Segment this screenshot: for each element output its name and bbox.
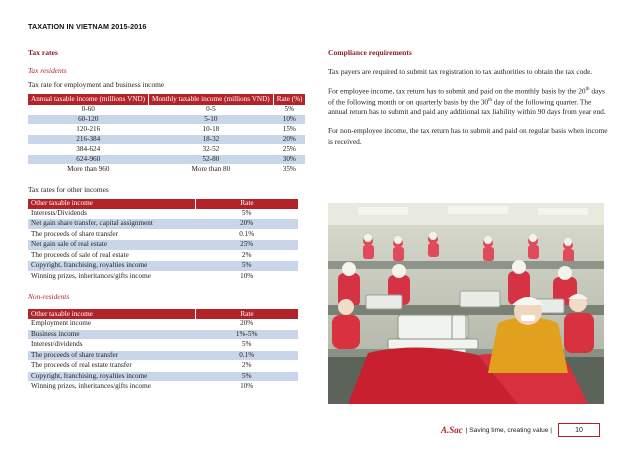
non-residents-label: Non-residents xyxy=(28,292,70,302)
table-cell: 216-384 xyxy=(28,134,149,144)
table-cell: More than 80 xyxy=(149,164,274,174)
table-cell: 32-52 xyxy=(149,144,274,154)
table-row xyxy=(28,361,298,372)
tax-rates-heading: Tax rates xyxy=(28,48,58,57)
table-cell: The proceeds of sale of real estate xyxy=(28,250,195,261)
table-row xyxy=(28,134,305,144)
table-cell: Net gain share transfer, capital assignment xyxy=(28,219,195,230)
paragraph-employee-income xyxy=(328,86,608,118)
table-row xyxy=(28,340,298,351)
document-title: TAXATION IN VIETNAM 2015-2016 xyxy=(28,22,147,31)
table-cell: The proceeds of real estate transfer xyxy=(28,361,195,372)
table-cell: 5% xyxy=(195,209,298,219)
superscript: th xyxy=(585,86,590,92)
tax-rates-section xyxy=(28,48,303,393)
table-cell: 5% xyxy=(195,371,298,382)
compliance-section xyxy=(328,48,608,147)
paragraph-non-employee-income: For non-employee income, the tax return has to submit and paid on regular basis when income is received. xyxy=(328,126,608,146)
table-cell: 10-18 xyxy=(149,124,274,134)
table-row xyxy=(28,105,305,115)
table-cell: 384-624 xyxy=(28,144,149,154)
column-header: Rate xyxy=(195,199,298,209)
table-cell: Copyright, franchising, royalties income xyxy=(28,261,195,272)
table-cell: 0.1% xyxy=(195,229,298,240)
table-cell: Winning prizes, inheritances/gifts income xyxy=(28,271,195,282)
table-row xyxy=(28,271,298,282)
text-run: For employee income, tax return has to submit and paid on the monthly basis by the 20 xyxy=(328,85,586,95)
photo-illustration xyxy=(328,203,604,404)
table-cell: The proceeds of share transfer xyxy=(28,229,195,240)
tax-residents-label: Tax residents xyxy=(28,66,67,75)
table-cell: 5% xyxy=(273,105,305,115)
text-run: day of the following quarter. The annual return has to submit and paid any additional tax liability within 90 days from year end. xyxy=(328,96,606,117)
table-cell: 25% xyxy=(273,144,305,154)
table-row xyxy=(28,229,298,240)
table-cell: 0.1% xyxy=(195,350,298,361)
table-cell: 10% xyxy=(273,114,305,124)
superscript: th xyxy=(488,97,492,103)
table-cell: 2% xyxy=(195,250,298,261)
brand-logo: A.Sac xyxy=(440,425,463,435)
table-row xyxy=(28,154,305,164)
table-row xyxy=(28,240,298,251)
employment-caption: Tax rate for employment and business income xyxy=(28,80,165,89)
table-cell: 5% xyxy=(195,261,298,272)
page-footer xyxy=(441,423,600,437)
table-row xyxy=(28,124,305,134)
table-cell: Employment income xyxy=(28,319,195,329)
compliance-heading: Compliance requirements xyxy=(328,48,412,57)
table-row xyxy=(28,329,298,340)
table-cell: Business income xyxy=(28,329,195,340)
column-header: Rate (%) xyxy=(273,94,305,105)
table-row xyxy=(28,144,305,154)
table-cell: 2% xyxy=(195,361,298,372)
table-cell: Interests/Dividends xyxy=(28,209,195,219)
table-header-row xyxy=(28,199,298,209)
table-cell: 20% xyxy=(273,134,305,144)
table-header-row xyxy=(28,94,305,105)
resident-other-income-table xyxy=(28,199,298,282)
table-row xyxy=(28,350,298,361)
table-row xyxy=(28,382,298,393)
table-cell: 20% xyxy=(195,219,298,230)
table-row xyxy=(28,250,298,261)
factory-workers-photo xyxy=(328,203,604,404)
table-cell: 1%-5% xyxy=(195,329,298,340)
table-cell: More than 960 xyxy=(28,164,149,174)
footer-slogan: | Saving time, creating value | xyxy=(465,426,552,434)
table-row xyxy=(28,164,305,174)
progressive-rate-table xyxy=(28,94,305,175)
table-cell: 18-32 xyxy=(149,134,274,144)
table-cell: 624-960 xyxy=(28,154,149,164)
table-row xyxy=(28,319,298,329)
table-cell: 52-80 xyxy=(149,154,274,164)
table-row xyxy=(28,219,298,230)
table-cell: 120-216 xyxy=(28,124,149,134)
table-cell: 10% xyxy=(195,271,298,282)
table-cell: 60-120 xyxy=(28,114,149,124)
other-incomes-caption: Tax rates for other incomes xyxy=(28,184,109,194)
table-cell: 10% xyxy=(195,382,298,393)
column-header: Other taxable income xyxy=(28,199,195,209)
table-row xyxy=(28,209,298,219)
table-row xyxy=(28,114,305,124)
table-cell: Winning prizes, inheritances/gifts income xyxy=(28,382,195,393)
table-cell: 15% xyxy=(273,124,305,134)
column-header: Monthly taxable income (millions VND) xyxy=(149,94,274,105)
table-header-row xyxy=(28,309,298,319)
table-cell: 0-5 xyxy=(149,105,274,115)
page-number: 10 xyxy=(558,423,600,437)
table-cell: 25% xyxy=(195,240,298,251)
table-row xyxy=(28,371,298,382)
non-resident-income-table xyxy=(28,309,298,392)
table-cell: Net gain sale of real estate xyxy=(28,240,195,251)
table-cell: 35% xyxy=(273,164,305,174)
table-row xyxy=(28,261,298,272)
table-cell: Interest/dividends xyxy=(28,340,195,351)
table-cell: 5% xyxy=(195,340,298,351)
paragraph-registration: Tax payers are required to submit tax registration to tax authorities to obtain the tax code. xyxy=(328,67,593,76)
column-header: Other taxable income xyxy=(28,309,195,319)
table-cell: 30% xyxy=(273,154,305,164)
table-cell: The proceeds of share transfer xyxy=(28,350,195,361)
text-run: days of the following month or on quarterly basis by the 30 xyxy=(328,85,605,106)
table-cell: 20% xyxy=(195,319,298,329)
table-cell: 0-60 xyxy=(28,105,149,115)
table-cell: Copyright, franchising, royalties income xyxy=(28,371,195,382)
table-cell: 5-10 xyxy=(149,114,274,124)
column-header: Rate xyxy=(195,309,298,319)
column-header: Annual taxable income (millions VND) xyxy=(28,94,149,105)
